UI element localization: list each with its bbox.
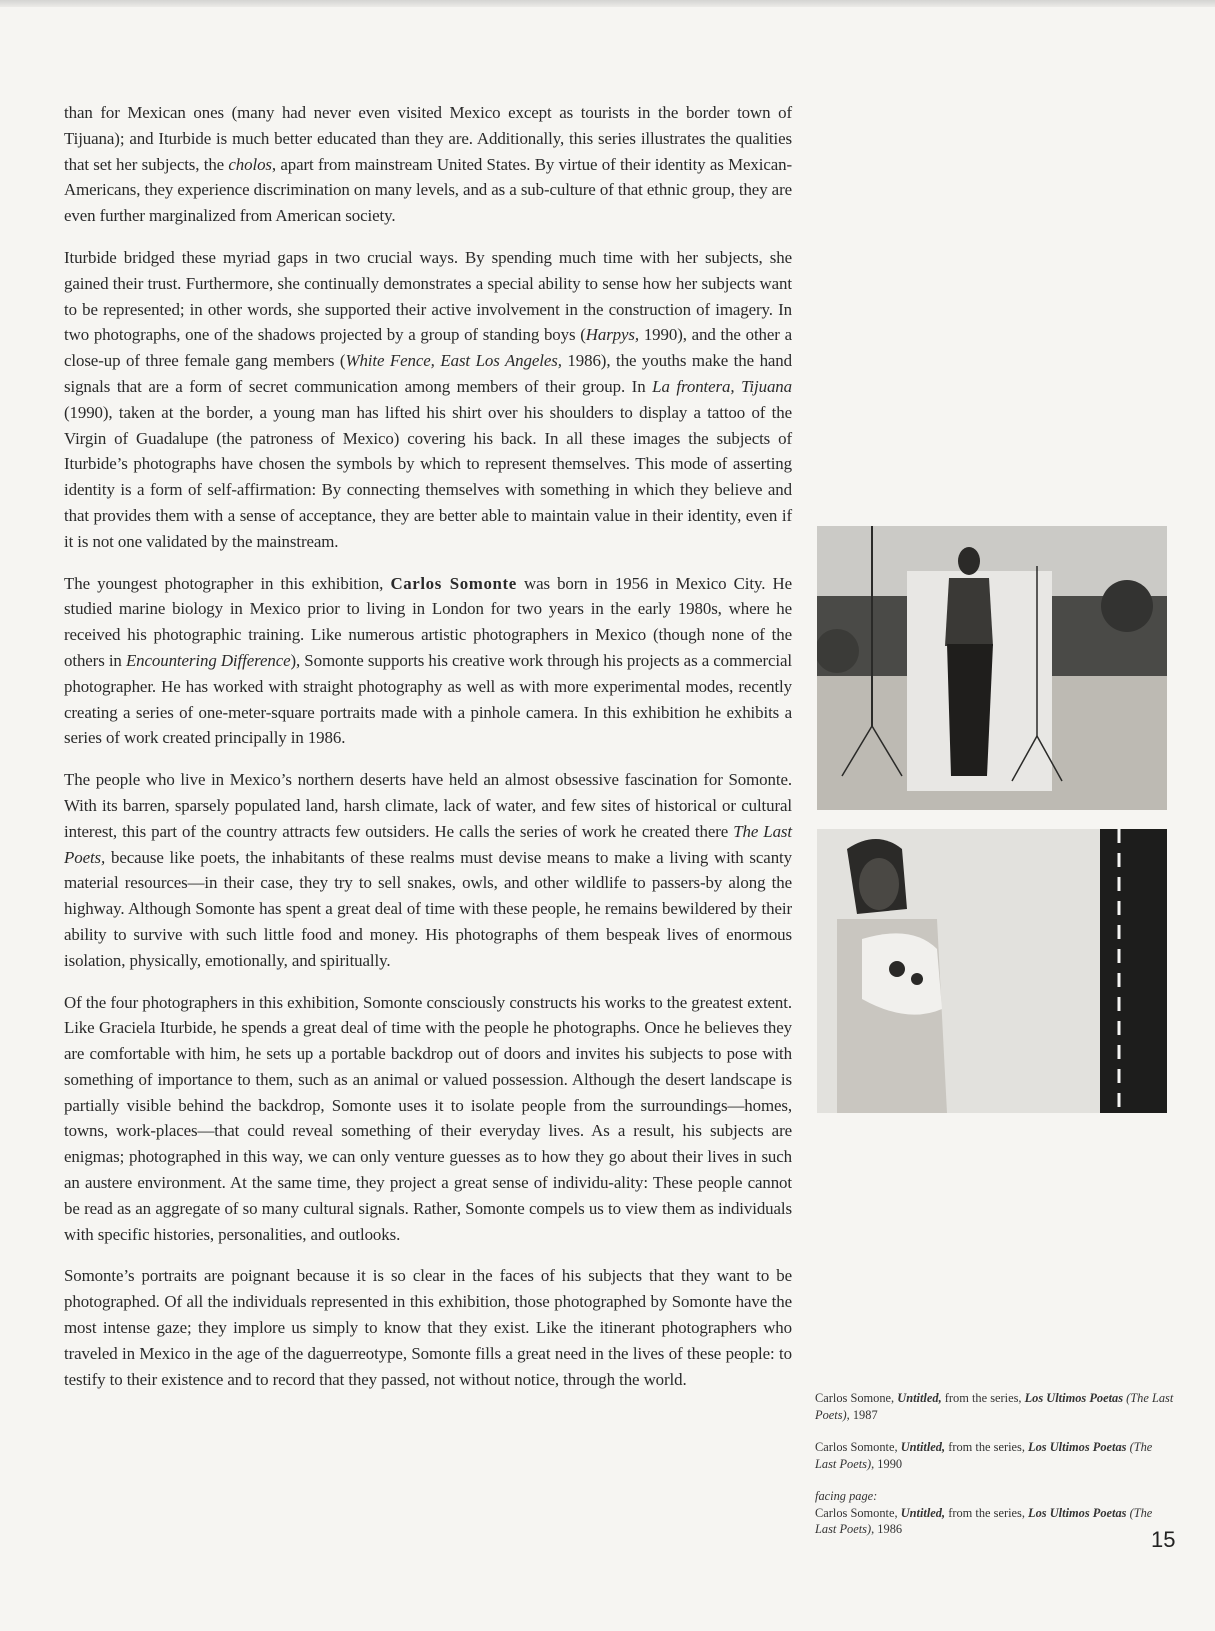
photo-captions xyxy=(815,1390,1175,1554)
paragraph-4: The people who live in Mexico’s northern deserts have held an almost obsessive fascination for Somonte. With its barren, sparsely populated land, harsh climate, lack of water, and few sites of historical or cultural interest, this part of the country attracts few outsiders. He calls the series of work he created there The Last Poets, because like poets, the inhabitants of these realms must devise means to make a living with scanty material resources—in their case, they try to sell snakes, owls, and other wildlife to passers-by along the highway. Although Somonte has spent a great deal of time with these people, he remains bewildered by their ability to survive with such little food and money. His photographs of them bespeak lives of enormous isolation, physically, emotionally, and spiritually. xyxy=(64,770,792,970)
paragraph-6: Somonte’s portraits are poignant because it is so clear in the faces of his subjects that they want to be photographed. Of all the individuals represented in this exhibition, those photographed by Somonte have the most intense gaze; they implore us simply to know that they exist. Like the itinerant photographers who traveled in Mexico in the age of the daguerreotype, Somonte fills a great need in the lives of these people: to testify to their existence and to record that they passed, not without notice, through the world. xyxy=(64,1266,792,1389)
photo-man-backdrop xyxy=(817,526,1167,810)
facing-page-label: facing page: xyxy=(815,1489,878,1503)
caption-3: facing page: Carlos Somonte, Untitled, from the series, Los Ultimos Poetas (The Last Poets), 1986 xyxy=(815,1488,1175,1538)
scan-top-edge xyxy=(0,0,1215,7)
caption-1: Carlos Somone, Untitled, from the series, Los Ultimos Poetas (The Last Poets), 1987 xyxy=(815,1391,1174,1422)
photo-girl-skull xyxy=(817,829,1167,1113)
paragraph-5: Of the four photographers in this exhibition, Somonte consciously constructs his works to the greatest extent. Like Graciela Iturbide, he spends a great deal of time with the people he photographs. Once he believes they are comfortable with him, he sets up a portable backdrop out of doors and invites his subjects to pose with something of importance to them, such as an animal or valued possession. Although the desert landscape is partially visible behind the backdrop, Somonte uses it to isolate people from the surroundings—homes, towns, work-places—that could reveal something of their everyday lives. As a result, his subjects are enigmas; photographed in this way, we can only venture guesses as to how they go about their lives in such an austere environment. At the same time, they project a great sense of individu-ality: These people cannot be read as an aggregate of so many cultural signals. Rather, Somonte compels us to view them as individuals with specific histories, personalities, and outlooks. xyxy=(64,992,792,1244)
caption-2: Carlos Somonte, Untitled, from the series, Los Ultimos Poetas (The Last Poets), 1990 xyxy=(815,1440,1153,1471)
paragraph-3: The youngest photographer in this exhibition, Carlos Somonte was born in 1956 in Mexico City. He studied marine biology in Mexico prior to living in London for two years in the early 1980s, where he received his photographic training. Like numerous artistic photographers in Mexico (though none of the others in Encountering Difference), Somonte supports his creative work through his projects as a commercial photographer. He has worked with straight photography as well as with more experimental modes, recently creating a series of one-meter-square portraits made with a pinhole camera. In this exhibition he exhibits a series of work created principally in 1986. xyxy=(64,573,792,748)
photo-man-backdrop-image xyxy=(817,526,1167,810)
paragraph-2: Iturbide bridged these myriad gaps in two crucial ways. By spending much time with her subjects, she gained their trust. Furthermore, she continually demonstrates a special ability to sense how her subjects want to be represented; in other words, she supported their active involvement in the construction of imagery. In two photographs, one of the shadows projected by a group of standing boys (Harpys, 1990), and the other a close-up of three female gang members (White Fence, East Los Angeles, 1986), the youths make the hand signals that are a form of secret communication among members of their group. In La frontera, Tijuana (1990), taken at the border, a young man has lifted his shirt over his shoulders to display a tattoo of the Virgin of Guadalupe (the patroness of Mexico) covering his back. In all these images the subjects of Iturbide’s photographs have chosen the symbols by which to represent themselves. This mode of asserting identity is a form of self-affirmation: By connecting themselves with something in which they believe and that provides them with a sense of acceptance, they are better able to maintain value in their identity, even if it is not one validated by the mainstream. xyxy=(64,247,793,551)
paragraph-1: than for Mexican ones (many had never even visited Mexico except as tourists in the border town of Tijuana); and Iturbide is much better educated than they are. Additionally, this series illustrates the qualities that set her subjects, the cholos, apart from mainstream United States. By virtue of their identity as Mexican-Americans, they experience discrimination on many levels, and as a sub-culture of that ethnic group, they are even further marginalized from American society. xyxy=(64,103,792,226)
photographer-name: Carlos Somonte xyxy=(390,573,517,593)
photo-girl-skull-image xyxy=(817,829,1167,1113)
page-number: 15 xyxy=(1151,1527,1176,1552)
article-body xyxy=(64,100,792,1408)
